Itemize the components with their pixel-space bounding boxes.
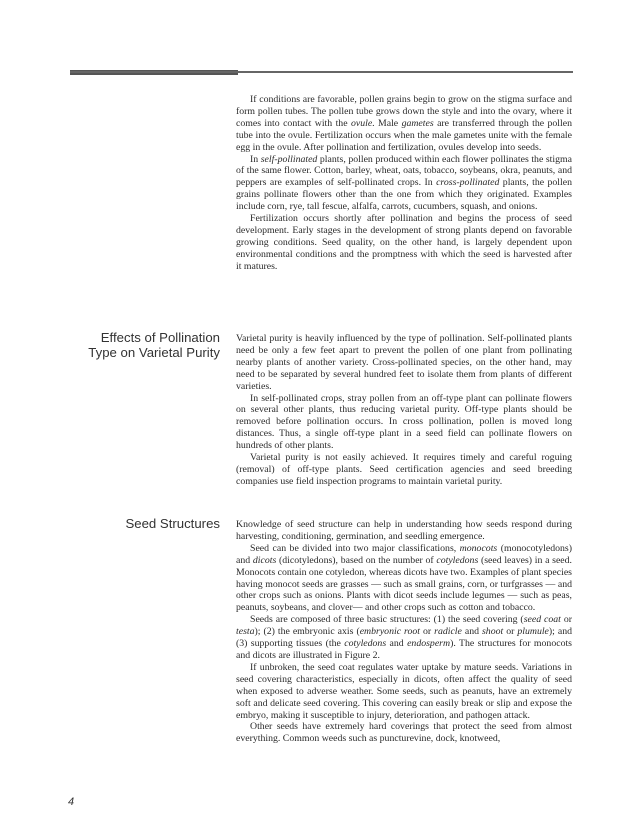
text-run: or <box>420 626 435 638</box>
paragraph <box>236 662 572 722</box>
seed-structures-text-block <box>236 519 572 745</box>
paragraph <box>236 393 572 453</box>
paragraph <box>236 614 572 662</box>
text-run: Other seeds have extremely hard coverings that protect the seed from almost everything. Common weeds such as puncturevine, dock, knotweed, <box>236 721 572 745</box>
paragraph <box>236 721 572 745</box>
paragraph <box>236 333 572 393</box>
italic-term: gametes <box>401 117 434 129</box>
text-run: ). The structures for monocots and dicots are illustrated in Figure 2. <box>236 638 572 661</box>
text-run: . Male <box>372 117 402 129</box>
italic-term: radicle <box>434 626 462 638</box>
italic-term: cotyledons <box>436 554 479 566</box>
text-run: (seed leaves) in a seed. Monocots contain one cotyledon, whereas dicots have two. Examples of plant species having monocot seeds are grasses — such as small grains, corn, or turfgrasses — and other crops such as onions. Plants with dicot seeds include legumes — such as peas, peanuts, soybeans, and clover— and other crops such as cotton and tobacco. <box>236 554 572 614</box>
text-run: plants, the pollen grains pollinate flowers other than the one from which they originated. Examples include corn, rye, tall fescue, alfalfa, carrots, cucumbers, squash, and onions. <box>236 177 572 213</box>
text-run: In <box>250 153 261 165</box>
text-run: In self-pollinated crops, stray pollen from an off-type plant can pollinate flowers on several other plants, thus reducing varietal purity. Off-type plants should be removed before pollination occurs. In cross pollination, pollen is moved long distances. Thus, a single off-type plant in a seed field can pollinate flowers on hundreds of other plants. <box>236 392 572 452</box>
text-run: plants, pollen produced within each flower pollinates the stigma of the same flower. Cotton, barley, wheat, oats, tobacco, soybeans, okra, peanuts, and peppers are examples of self-pollinated crops. In <box>236 153 572 189</box>
text-run: or <box>503 626 518 638</box>
pollination-text-block <box>236 333 572 488</box>
page-number: 4 <box>68 796 75 808</box>
text-run: and <box>386 638 408 650</box>
italic-term: shoot <box>481 626 504 638</box>
text-run: Varietal purity is heavily influenced by the type of pollination. Self-pollinated plants need be only a few feet apart to prevent the pollen of one plant from pollinating nearby plants of another variety. Cross-pollinated species, on the other hand, may need to be separated by several hundred feet to isolate them from plants of different varieties. <box>236 333 572 392</box>
italic-term: endosperm <box>407 638 451 650</box>
text-run: (dicotyledons), based on the number of <box>276 554 437 566</box>
text-run: Seeds are composed of three basic structures: (1) the seed covering ( <box>250 614 524 626</box>
italic-term: monocots <box>459 542 498 554</box>
paragraph <box>236 452 572 488</box>
italic-term: plumule <box>517 626 549 638</box>
text-run: are transferred through the pollen tube into the ovule. Fertilization occurs when the male gametes unite with the female egg in the ovule. After pollination and fertilization, ovules develop into seeds. <box>236 117 572 153</box>
header-rule-thin <box>70 71 573 73</box>
text-run: Knowledge of seed structure can help in understanding how seeds respond during harvesting, conditioning, germination, and seedling emergence. <box>236 519 572 542</box>
intro-text-block <box>236 94 572 273</box>
section-heading-pollination-line1: Effects of Pollination <box>100 330 220 345</box>
italic-term: embryonic root <box>359 626 420 638</box>
text-run: If conditions are favorable, pollen grains begin to grow on the stigma surface and form pollen tubes. The pollen tube grows down the style and into the ovary, where it comes into contact with the <box>236 94 572 129</box>
text-run: Seed can be divided into two major classifications, <box>250 542 460 554</box>
paragraph <box>236 213 572 273</box>
text-run: or <box>560 614 572 626</box>
text-run: If unbroken, the seed coat regulates water uptake by mature seeds. Variations in seed covering characteristics, especially in dicots, often affect the quality of seed when exposed to adverse weather. Some seeds, such as peanuts, have an extremely soft and delicate seed covering. This covering can easily break or slip and expose the embryo, making it susceptible to injury, deterioration, and pathogen attack. <box>236 661 572 721</box>
text-run: and <box>461 626 482 638</box>
text-run: Fertilization occurs shortly after pollination and begins the process of seed development. Early stages in the development of strong plants depend on favorable growing conditions. Seed quality, on the other hand, is largely dependent upon environmental conditions and the promptness with which the seed is harvested after it matures. <box>236 213 572 272</box>
text-run: ); (2) the embryonic axis ( <box>254 626 360 638</box>
italic-term: dicots <box>252 554 277 566</box>
paragraph <box>236 543 572 614</box>
paragraph <box>236 154 572 214</box>
text-run: ); and (3) supporting tissues (the <box>236 626 573 650</box>
italic-term: ovule <box>350 117 373 129</box>
text-run: Varietal purity is not easily achieved. It requires timely and careful roguing (removal) of off-type plants. Seed certification agencies and seed breeding companies use field inspection programs to maintain varietal purity. <box>236 452 572 487</box>
italic-term: testa <box>236 626 255 638</box>
italic-term: seed coat <box>523 614 561 626</box>
section-heading-pollination <box>88 330 220 360</box>
paragraph <box>236 519 572 543</box>
italic-term: cotyledons <box>344 638 387 650</box>
italic-term: cross-pollinated <box>436 177 500 189</box>
section-heading-pollination-line2: Type on Varietal Purity <box>88 345 220 360</box>
section-heading-seed-structures: Seed Structures <box>125 516 220 531</box>
paragraph <box>236 94 572 154</box>
text-run: (monocotyledons) and <box>236 542 572 566</box>
italic-term: self-pollinated <box>260 153 318 165</box>
